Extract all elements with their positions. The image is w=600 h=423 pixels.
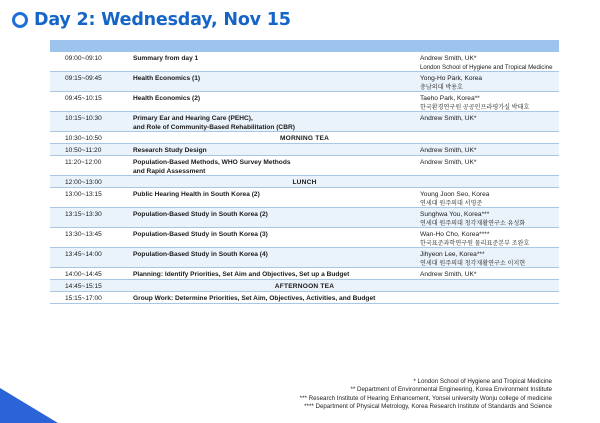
speaker-name: Young Joon Seo, Korea (420, 191, 490, 198)
session-title-line: Population-Based Methods, WHO Survey Methods (133, 159, 291, 166)
speaker-cell (420, 270, 558, 279)
table-row (50, 188, 559, 208)
time-cell: 15:15~17:00 (65, 295, 102, 302)
speaker-cell (420, 230, 558, 248)
table-row (50, 268, 559, 280)
time-cell: 10:15~10:30 (65, 115, 102, 122)
speaker-name: Wan-Ho Cho, Korea**** (420, 231, 490, 238)
speaker-cell (420, 146, 558, 155)
speaker-affiliation: 연세대 원주의대 청각재활연구소 유성화 (420, 220, 526, 227)
session-title (133, 250, 418, 259)
table-row (50, 292, 559, 304)
speaker-cell (420, 74, 558, 92)
day-header (12, 8, 291, 32)
speaker-name: Andrew Smith, UK* (420, 271, 477, 278)
speaker-name: Andrew Smith, UK* (420, 159, 477, 166)
time-cell: 13:15~13:30 (65, 211, 102, 218)
session-title-line: Population-Based Study in South Korea (4) (133, 251, 268, 258)
session-title-line: and Rapid Assessment (133, 168, 206, 175)
circle-bullet-icon (12, 12, 28, 28)
speaker-cell (420, 114, 558, 123)
session-title-line: Research Study Design (133, 147, 207, 154)
table-row (50, 112, 559, 132)
speaker-name: Andrew Smith, UK* (420, 115, 477, 122)
footnote: **** Department of Physical Metrology, Korea Research Institute of Standards and Science (304, 402, 552, 410)
time-cell: 13:30~13:45 (65, 231, 102, 238)
speaker-name: Jihyeon Lee, Korea*** (420, 251, 485, 258)
time-cell: 11:20~12:00 (65, 159, 102, 166)
speaker-name: Andrew Smith, UK* (420, 147, 477, 154)
time-cell: 13:00~13:15 (65, 191, 102, 198)
session-title (133, 74, 418, 83)
session-title (133, 114, 418, 132)
time-cell: 13:45~14:00 (65, 251, 102, 258)
speaker-cell (420, 158, 558, 167)
time-cell: 10:50~11:20 (65, 147, 102, 154)
session-title (133, 146, 418, 155)
schedule-table (50, 40, 559, 304)
footnote: *** Research Institute of Hearing Enhancement, Yonsei university Wonju college of medicine (299, 394, 552, 402)
speaker-affiliation: 충남의대 박용호 (420, 84, 463, 91)
session-title-line: Public Hearing Health in South Korea (2) (133, 191, 260, 198)
break-label: MORNING TEA (279, 135, 330, 142)
session-title (133, 158, 418, 176)
speaker-cell (420, 54, 558, 72)
speaker-name: Sunghwa You, Korea*** (420, 211, 490, 218)
session-title-line: Planning: Identify Priorities, Set Aim and Objectives, Set up a Budget (133, 271, 350, 278)
table-header-bar (50, 40, 559, 52)
speaker-cell (420, 190, 558, 208)
footnote: * London School of Hygiene and Tropical Medicine (413, 378, 552, 385)
session-title (133, 54, 418, 63)
session-title (133, 230, 418, 239)
break-label: AFTERNOON TEA (274, 283, 335, 290)
time-cell: 14:00~14:45 (65, 271, 102, 278)
table-row (50, 228, 559, 248)
time-cell: 09:00~09:10 (65, 55, 102, 62)
speaker-affiliation: 연세대 원주의대 청각재활연구소 이지현 (420, 260, 526, 267)
break-row (50, 132, 559, 144)
session-title-line: Health Economics (1) (133, 75, 201, 82)
time-cell: 09:15~09:45 (65, 75, 102, 82)
table-row (50, 52, 559, 72)
speaker-affiliation: 한국환경연구원 공공인프라평가실 박태호 (420, 104, 530, 111)
break-row (50, 176, 559, 188)
table-row (50, 92, 559, 112)
table-row (50, 248, 559, 268)
session-title (133, 294, 418, 303)
time-cell: 10:30~10:50 (65, 135, 102, 142)
break-row (50, 280, 559, 292)
session-title (133, 210, 418, 219)
table-row (50, 156, 559, 176)
time-cell: 14:45~15:15 (65, 283, 102, 290)
table-row (50, 144, 559, 156)
break-label: LUNCH (292, 179, 317, 186)
footnote: ** Department of Environmental Engineering, Korea Environment Institute (350, 386, 552, 394)
session-title-line: Group Work: Determine Priorities, Set Aim, Objectives, Activities, and Budget (133, 295, 376, 302)
speaker-cell (420, 250, 558, 268)
speaker-cell (420, 210, 558, 228)
session-title (133, 270, 418, 279)
session-title-line: Summary from day 1 (133, 55, 199, 62)
page-title: Day 2: Wednesday, Nov 15 (34, 10, 291, 30)
speaker-cell (420, 94, 558, 112)
session-title (133, 190, 418, 199)
schedule-rows (50, 52, 559, 304)
speaker-name: Andrew Smith, UK* (420, 55, 477, 62)
table-row (50, 208, 559, 228)
speaker-affiliation: 한국표준과학연구원 물리표준본부 조완호 (420, 240, 530, 247)
session-title-line: Population-Based Study in South Korea (3) (133, 231, 268, 238)
session-title-line: Primary Ear and Hearing Care (PEHC), (133, 115, 253, 122)
session-title-line: Health Economics (2) (133, 95, 201, 102)
speaker-affiliation: London School of Hygiene and Tropical Medicine (420, 64, 553, 71)
time-cell: 09:45~10:15 (65, 95, 102, 102)
time-cell: 12:00~13:00 (65, 179, 102, 186)
session-title (133, 94, 418, 103)
footnotes (300, 378, 552, 411)
session-title-line: and Role of Community-Based Rehabilitation (CBR) (133, 124, 295, 131)
session-title-line: Population-Based Study in South Korea (2) (133, 211, 268, 218)
speaker-name: Taeho Park, Korea** (420, 95, 480, 102)
table-row (50, 72, 559, 92)
speaker-name: Yong-Ho Park, Korea (420, 75, 483, 82)
speaker-affiliation: 연세대 원주의대 서영준 (420, 200, 483, 207)
